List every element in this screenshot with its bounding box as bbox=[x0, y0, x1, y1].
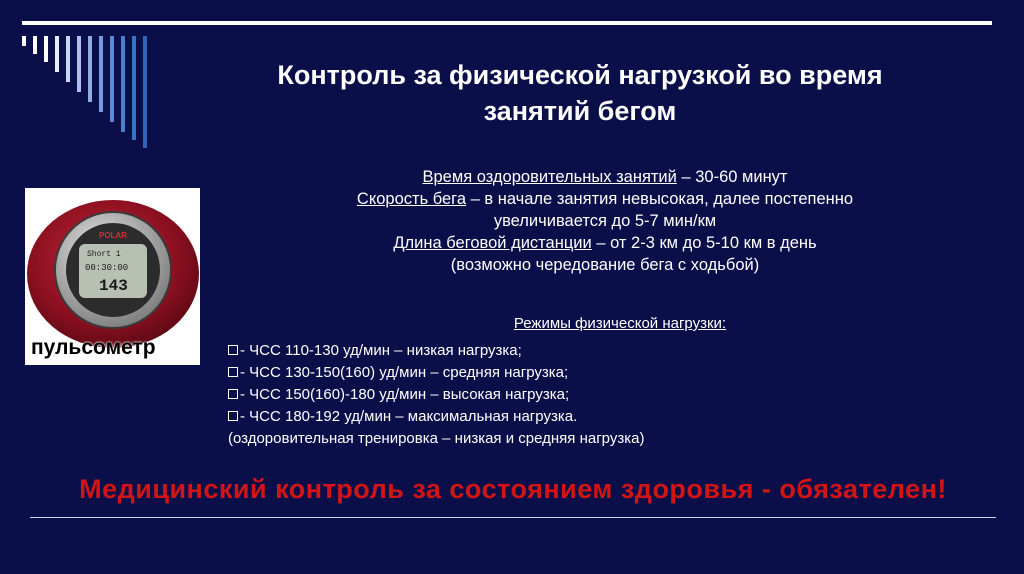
distance-label: Длина беговой дистанции bbox=[393, 234, 592, 252]
decor-bar bbox=[110, 36, 114, 122]
decor-bar bbox=[33, 36, 37, 54]
load-mode-text: - ЧСС 110-130 уд/мин – низкая нагрузка; bbox=[240, 342, 522, 359]
watch-caption: пульсометр bbox=[31, 336, 156, 359]
decor-bar bbox=[121, 36, 125, 132]
load-mode-item bbox=[228, 340, 644, 362]
title-line-1: Контроль за физической нагрузкой во время bbox=[277, 60, 883, 90]
speed-value: – в начале занятия невысокая, далее постепенно bbox=[466, 190, 854, 208]
load-modes-note: (оздоровительная тренировка – низкая и средняя нагрузка) bbox=[228, 430, 645, 447]
decor-bar bbox=[44, 36, 48, 62]
speed-label: Скорость бега bbox=[356, 190, 467, 208]
load-mode-text: - ЧСС 150(160)-180 уд/мин – высокая нагрузка; bbox=[240, 386, 570, 403]
slide-title bbox=[180, 57, 980, 129]
decor-bar bbox=[55, 36, 59, 72]
load-mode-item bbox=[228, 384, 644, 406]
distance-line bbox=[205, 232, 1005, 254]
load-mode-item bbox=[228, 406, 644, 428]
square-bullet-icon bbox=[228, 389, 238, 399]
load-mode-text: - ЧСС 130-150(160) уд/мин – средняя нагрузка; bbox=[240, 364, 569, 381]
duration-label: Время оздоровительных занятий bbox=[422, 168, 677, 186]
decor-bar bbox=[88, 36, 92, 102]
load-mode-item bbox=[228, 362, 644, 384]
decor-bar bbox=[143, 36, 147, 148]
decor-bar bbox=[66, 36, 70, 82]
square-bullet-icon bbox=[228, 411, 238, 421]
training-info bbox=[205, 166, 1005, 276]
bottom-divider bbox=[30, 517, 996, 518]
square-bullet-icon bbox=[228, 367, 238, 377]
watch-screen-value: 143 bbox=[99, 277, 128, 295]
watch-screen-line2: 00:30:00 bbox=[85, 263, 129, 273]
duration-line bbox=[205, 166, 1005, 188]
speed-line bbox=[205, 188, 1005, 210]
decor-bar bbox=[77, 36, 81, 92]
distance-note: (возможно чередование бега с ходьбой) bbox=[450, 256, 760, 274]
top-divider bbox=[22, 21, 992, 25]
speed-line-2: увеличивается до 5-7 мин/км bbox=[493, 212, 717, 230]
decor-bar bbox=[132, 36, 136, 140]
watch-screen-line1: Short 1 bbox=[87, 250, 121, 259]
load-modes-title: Режимы физической нагрузки: bbox=[513, 315, 727, 332]
duration-value: – 30-60 минут bbox=[676, 168, 788, 186]
medical-warning: Медицинский контроль за состоянием здоровья - обязателен! bbox=[79, 474, 947, 504]
distance-value: – от 2-3 км до 5-10 км в день bbox=[591, 234, 817, 252]
watch-brand: POLAR bbox=[99, 231, 127, 240]
decor-bar bbox=[99, 36, 103, 112]
title-line-2: занятий бегом bbox=[483, 96, 677, 126]
load-mode-text: - ЧСС 180-192 уд/мин – максимальная нагрузка. bbox=[240, 408, 578, 425]
square-bullet-icon bbox=[228, 345, 238, 355]
heart-rate-monitor-image bbox=[25, 188, 200, 365]
load-modes-list bbox=[228, 340, 644, 450]
decor-bar bbox=[22, 36, 26, 46]
